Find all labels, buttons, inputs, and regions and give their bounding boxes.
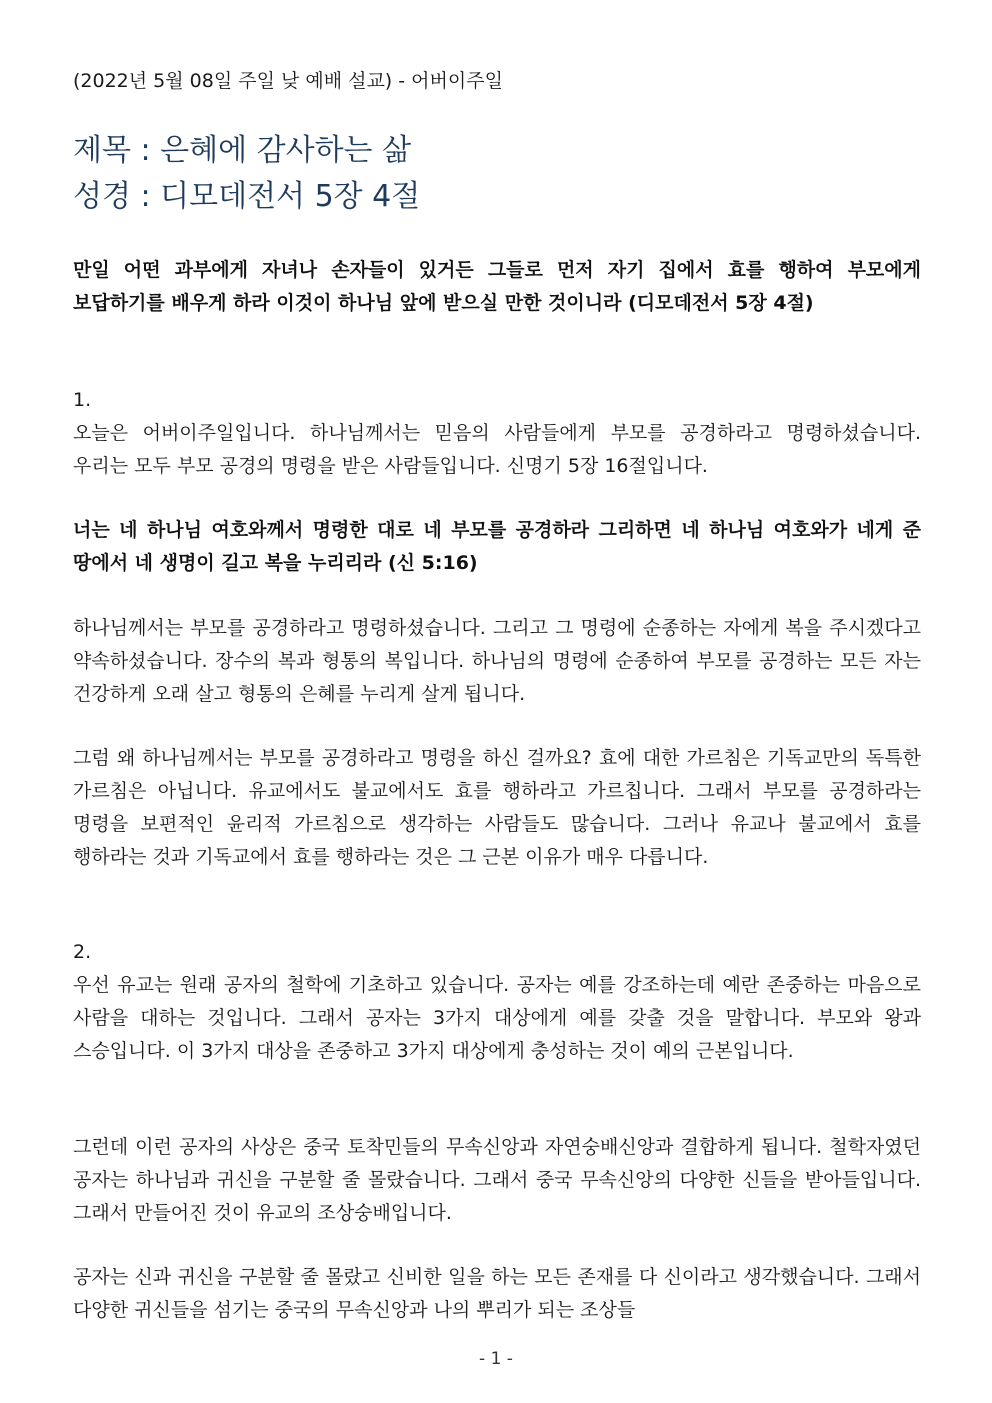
section-number-1: 1. [73, 389, 92, 411]
section-number-2: 2. [73, 941, 92, 963]
section2-paragraph-3: 공자는 신과 귀신을 구분할 줄 몰랐고 신비한 일을 하는 모든 존재를 다 신이라고 생각했습니다. 그래서 다양한 귀신들을 섬기는 중국의 무속신앙과 나의 뿌리가 되는 조상들 [73, 1266, 921, 1321]
section2-paragraph-2: 그런데 이런 공자의 사상은 중국 토착민들의 무속신앙과 자연숭배신앙과 결합하게 됩니다. 철학자였던 공자는 하나님과 귀신을 구분할 줄 몰랐습니다. 그래서 중국 무속신앙의 다양한 신들을 받아들입니다. 그래서 만들어진 것이 유교의 조상숭배입니다. [73, 1136, 921, 1224]
section1-verse: 너는 네 하나님 여호와께서 명령한 대로 네 부모를 공경하라 그리하면 네 하나님 여호와가 네게 준 땅에서 네 생명이 길고 복을 누리리라 (신 5:16) [73, 519, 921, 574]
scripture-reference: 성경 : 디모데전서 5장 4절 [73, 179, 421, 214]
main-verse: 만일 어떤 과부에게 자녀나 손자들이 있거든 그들로 먼저 자기 집에서 효를 행하여 부모에게 보답하기를 배우게 하라 이것이 하나님 앞에 받으실 만한 것이니라 (디모데전서 5장 4절) [73, 259, 921, 314]
sermon-title: 제목 : 은혜에 감사하는 삶 [73, 133, 412, 168]
section2-paragraph-1: 우선 유교는 원래 공자의 철학에 기초하고 있습니다. 공자는 예를 강조하는데 예란 존중하는 마음으로 사람을 대하는 것입니다. 그래서 공자는 3가지 대상에게 예를 갖출 것을 말합니다. 부모와 왕과 스승입니다. 이 3가지 대상을 존중하고 3가지 대상에게 충성하는 것이 예의 근본입니다. [73, 974, 921, 1062]
sermon-header: (2022년 5월 08일 주일 낮 예배 설교) - 어버이주일 [73, 70, 503, 92]
section1-paragraph-1: 오늘은 어버이주일입니다. 하나님께서는 믿음의 사람들에게 부모를 공경하라고 명령하셨습니다. 우리는 모두 부모 공경의 명령을 받은 사람들입니다. 신명기 5장 16절입니다. [73, 422, 921, 477]
page-number: - 1 - [479, 1349, 513, 1369]
section1-paragraph-2: 하나님께서는 부모를 공경하라고 명령하셨습니다. 그리고 그 명령에 순종하는 자에게 복을 주시겠다고 약속하셨습니다. 장수의 복과 형통의 복입니다. 하나님의 명령에 순종하여 부모를 공경하는 모든 자는 건강하게 오래 살고 형통의 은혜를 누리게 살게 됩니다. [73, 617, 921, 705]
section1-paragraph-3: 그럼 왜 하나님께서는 부모를 공경하라고 명령을 하신 걸까요? 효에 대한 가르침은 기독교만의 독특한 가르침은 아닙니다. 유교에서도 불교에서도 효를 행하라고 가르칩니다. 그래서 부모를 공경하라는 명령을 보편적인 윤리적 가르침으로 생각하는 사람들도 많습니다. 그러나 유교나 불교에서 효를 행하라는 것과 기독교에서 효를 행하라는 것은 그 근본 이유가 매우 다릅니다. [73, 747, 921, 868]
